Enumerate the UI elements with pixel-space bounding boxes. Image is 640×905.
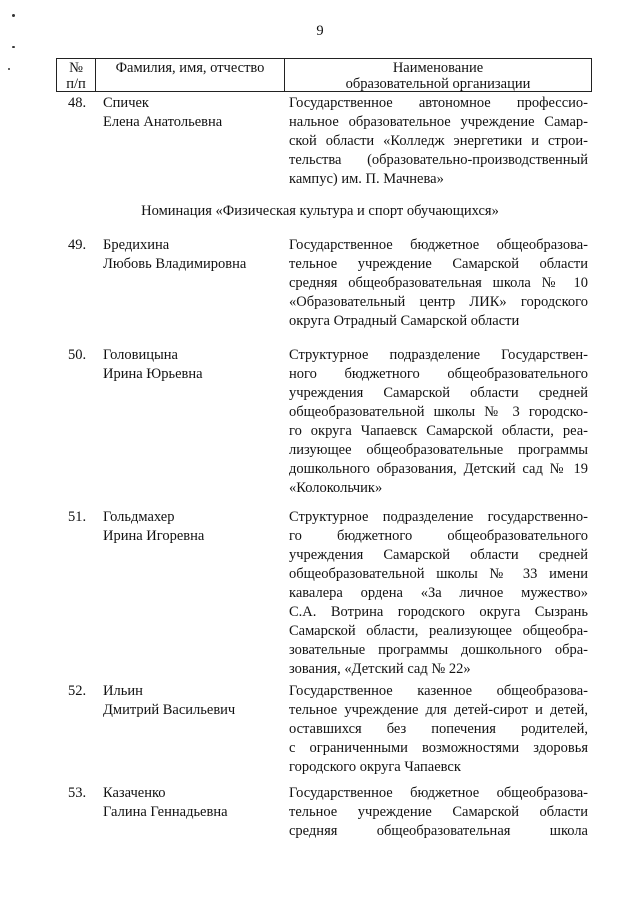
person-name: Гольдмахер Ирина Игоревна bbox=[103, 509, 205, 544]
person-name: Казаченко Галина Геннадьевна bbox=[103, 785, 228, 820]
page-number: 9 bbox=[316, 23, 324, 39]
header-org-line: образовательной организации bbox=[345, 76, 531, 92]
scan-speck bbox=[12, 14, 15, 17]
organization-name: Государственное автономное профессио- нальное образовательное учреждение Самар- ской области «Колледж энергетики и строи- тельства (образовательно-производственный кампус) им. П. Мачнева» bbox=[289, 95, 588, 187]
row-number: 53. bbox=[68, 785, 87, 801]
scan-speck bbox=[8, 68, 10, 70]
person-name: Спичек Елена Анатольевна bbox=[103, 95, 223, 130]
header-number-line: п/п bbox=[66, 76, 86, 92]
organization-name: Государственное казенное общеобразова- тельное учреждение для детей-сирот и детей, оставшихся без попечения родителей, с ограниченными возможностями здоровья городского округа Чапаевск bbox=[289, 683, 588, 775]
header-number-column bbox=[57, 59, 96, 92]
table-header bbox=[56, 58, 592, 92]
header-number-line: № bbox=[69, 60, 83, 76]
row-number: 50. bbox=[68, 347, 87, 363]
header-org-line: Наименование bbox=[392, 60, 484, 76]
scan-speck bbox=[12, 46, 15, 48]
section-title: Номинация «Физическая культура и спорт обучающихся» bbox=[141, 203, 499, 219]
person-name: Ильин Дмитрий Васильевич bbox=[103, 683, 236, 718]
header-organization-column bbox=[285, 59, 591, 92]
row-number: 52. bbox=[68, 683, 87, 699]
row-number: 48. bbox=[68, 95, 87, 111]
organization-name: Структурное подразделение государственно- го бюджетного общеобразовательного учреждения Самарской области средней общеобразовательной школы № 33 имени кавалера ордена «За личное мужество» С.А. Вотрина городского округа Сызрань Самарской области, реализующее общеобра- зовательные программы дошкольного обра- зования, «Детский сад № 22» bbox=[289, 509, 588, 677]
header-name-column bbox=[96, 59, 285, 92]
person-name: Бредихина Любовь Владимировна bbox=[103, 237, 247, 272]
organization-name: Государственное бюджетное общеобразова- тельное учреждение Самарской области средняя общеобразовательная школа № 10 «Образовательный центр ЛИК» городского округа Отрадный Самарской области bbox=[289, 237, 588, 329]
organization-name: Государственное бюджетное общеобразова- тельное учреждение Самарской области средняя общеобразовательная школа bbox=[289, 785, 588, 839]
row-number: 49. bbox=[68, 237, 87, 253]
person-name: Головицына Ирина Юрьевна bbox=[103, 347, 203, 382]
header-name-label: Фамилия, имя, отчество bbox=[115, 60, 265, 76]
row-number: 51. bbox=[68, 509, 87, 525]
organization-name: Структурное подразделение Государствен- ного бюджетного общеобразовательного учреждения Самарской области средней общеобразовательной школы № 3 городско- го округа Чапаевск Самарской области, реа- лизующее общеобразовательные программы дошкольного образования, Детский сад № 19 «Колокольчик» bbox=[289, 347, 588, 496]
